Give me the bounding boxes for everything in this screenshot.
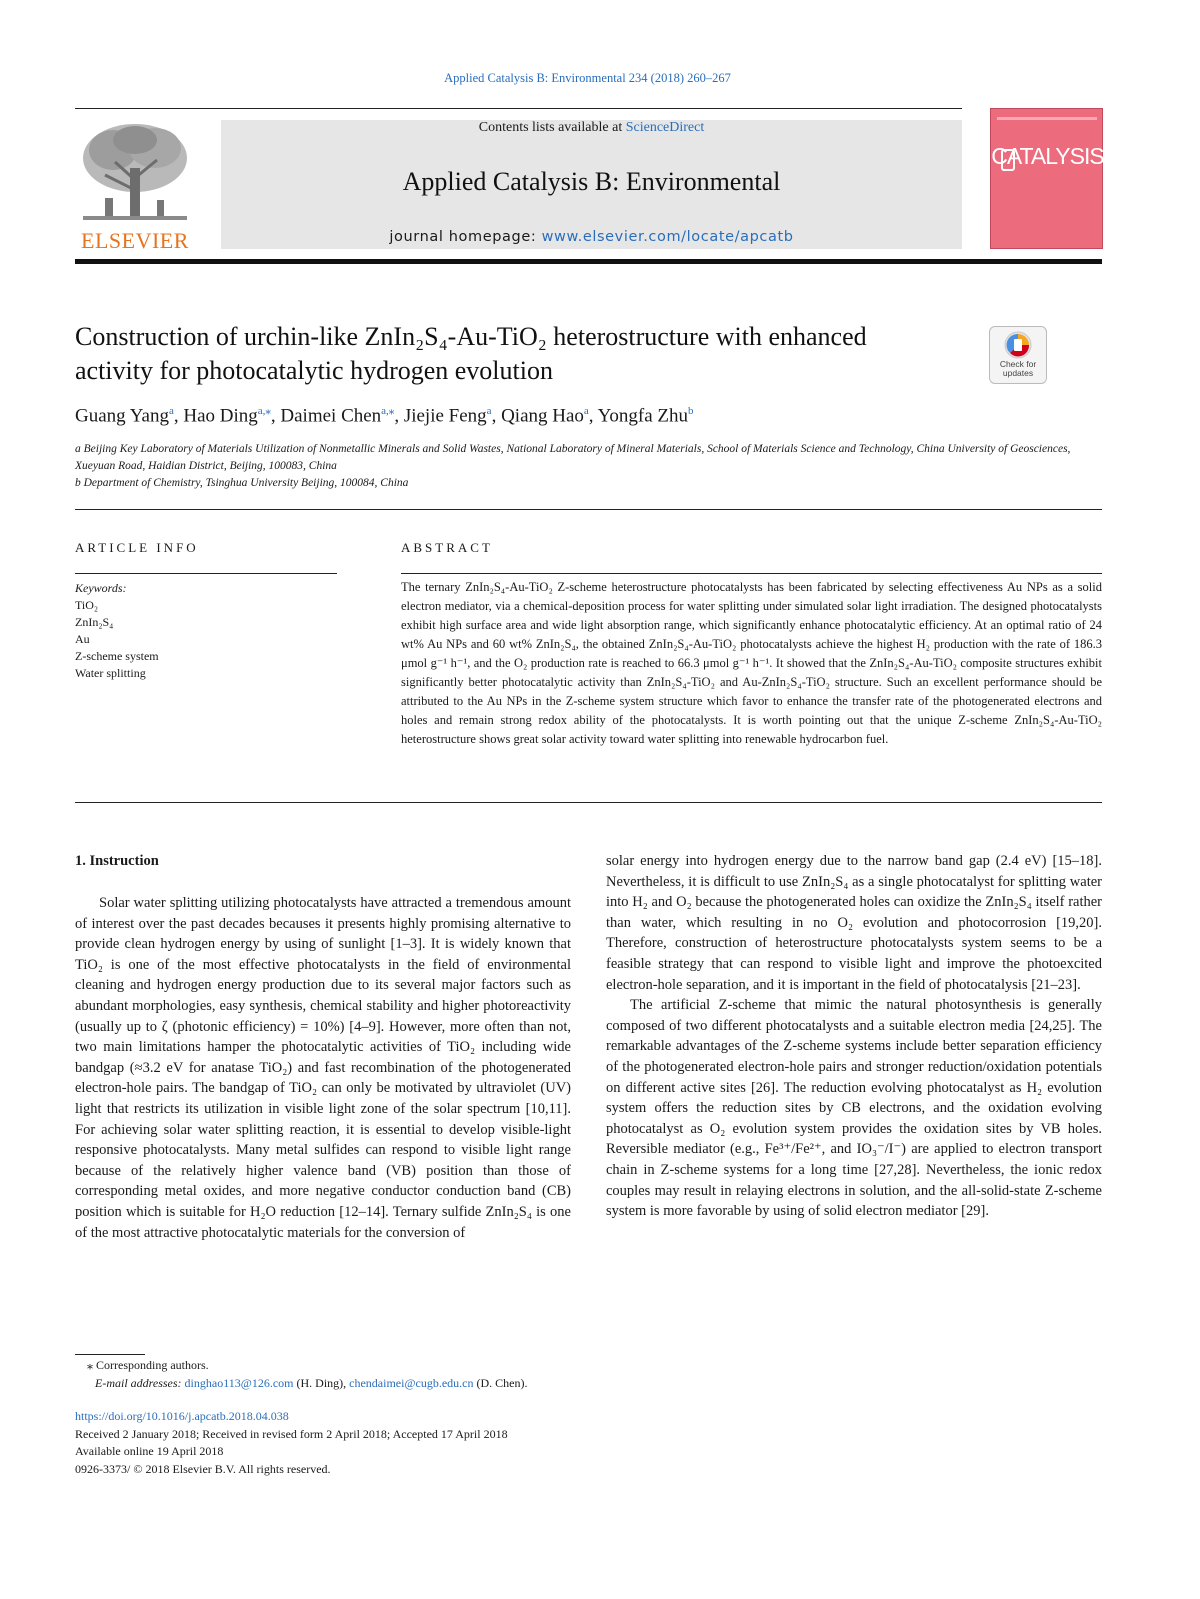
article-title [75,320,975,388]
email-owner: (D. Chen). [473,1375,528,1390]
publication-info [75,1408,775,1478]
footnotes [75,1357,675,1392]
author-name[interactable]: Yongfa Zhu [597,405,689,427]
author-affiliation-mark[interactable]: a,⁎ [257,405,271,417]
author-affiliation-mark[interactable]: a [583,405,589,417]
keywords-label: Keywords: [75,581,127,595]
body-paragraph: The artificial Z-scheme that mimic the natural photosynthesis is generally composed of two different photocatalysts and a suitable electron media [24,25]. The remarkable advantages of the Z-scheme systems include better separation efficiency of the photogenerated electron-hole pairs and stronger reduction/oxidation potentials on different active sites [26]. The reduction evolving photocatalyst as H₂ evolution system offers the reduction sites by CB electrons, and the oxidation evolving photocatalyst as O₂ evolution system provides the oxidation sites by VB holes. Reversible mediator (e.g., Fe³⁺/Fe²⁺, and IO₃⁻/I⁻) are applied to electron transport chain in Z-scheme systems for a long time [27,28]. Nevertheless, the ionic redox couples may result in relaying electrons in solution, and the all-solid-state Z-scheme system is more favorable by using of solid electron mediator [29]. [606,997,1102,1220]
article-info-heading: ARTICLE INFO [75,540,199,555]
journal-citation[interactable]: Applied Catalysis B: Environmental 234 (2018) 260–267 [444,71,731,85]
email-owner: (H. Ding), [293,1375,350,1390]
journal-cover[interactable] [990,108,1103,249]
affiliation-b: b Department of Chemistry, Tsinghua University Beijing, 100084, China [75,477,409,489]
author-list: Guang Yang$^a$, Hao Ding$^{a,⁎}$, Daimei Chen$^{a,⁎}$, Jiejie Feng$^a$, Qiang Hao$^a$, Yongfa Zhu$^b$ [75,405,694,427]
contents-prefix: Contents lists available at [478,120,626,135]
author-name[interactable]: Guang Yang [75,405,169,427]
received-dates: Received 2 January 2018; Received in revised form 2 April 2018; Accepted 17 April 2018 [75,1426,508,1441]
abstract-rule [401,573,1102,574]
check-updates-icon [1004,331,1032,359]
author-name[interactable]: Hao Ding [183,405,258,427]
author-affiliation-mark[interactable]: b [688,405,694,417]
doi-link[interactable]: https://doi.org/10.1016/j.apcatb.2018.04.038 [75,1409,289,1423]
title-line-2: activity for photocatalytic hydrogen evolution [75,356,553,385]
header-thick-rule [75,259,1102,264]
homepage-link[interactable]: www.elsevier.com/locate/apcatb [541,229,794,245]
homepage-prefix: journal homepage: [389,229,542,245]
keyword-item: Water splitting [75,666,146,680]
cover-header-band [997,117,1097,120]
elsevier-wordmark: ELSEVIER [81,228,189,253]
email-line [75,1375,675,1393]
copyright: 0926-3373/ © 2018 Elsevier B.V. All rights reserved. [75,1461,331,1476]
email-link-chen[interactable]: chendaimei@cugb.edu.cn [349,1375,474,1390]
body-column-left [75,893,571,1243]
cover-title: CATALYSIS [991,143,1104,169]
cover-graphic-icon [1001,149,1015,171]
contents-available-line [221,120,962,136]
author-name[interactable]: Jiejie Feng [403,405,487,427]
check-updates-label: Check for updates [999,359,1037,378]
body-paragraph: solar energy into hydrogen energy due to the narrow band gap (2.4 eV) [15–18]. Nevertheless, it is difficult to use ZnIn₂S₄ as a single photocatalyst for splitting water into H₂ and O₂ because the photogenerated holes can oxidize the ZnIn₂S₄ itself rather than water, which resulting in no O₂ evolution and photocorrosion [19,20]. Therefore, construction of heterostructure photocatalysts system seems to be a feasible strategy that can respond to visible light and improve the photoexcited electron-hole separation, and it is important in the field of photocatalysis [21–23]. [606,853,1102,993]
keyword-item: ZnIn₂S₄ [75,615,114,629]
author-affiliation-mark[interactable]: a [168,405,174,417]
author-affiliation-mark[interactable]: a [486,405,492,417]
online-date: Available online 19 April 2018 [75,1444,224,1458]
keyword-item: Au [75,632,90,646]
body-column-right [606,851,1102,1222]
header-rule [75,108,962,109]
author-name[interactable]: Qiang Hao [501,405,584,427]
keyword-item: TiO₂ [75,598,99,612]
corresponding-note: ⁎ Corresponding authors. [87,1358,209,1372]
body-paragraph: Solar water splitting utilizing photocatalysts have attracted a tremendous amount of interest over the past decades becauses it presents highly promising alternative to provide clean hydrogen energy by using of sunlight [1–3]. It is widely known that TiO₂ is one of the most effective photocatalysts in the field of environmental cleaning and hydrogen energy production due to its several major factors such as abundant morphologies, easy synthesis, chemical stability and higher photoreactivity (usually up to ζ (photonic efficiency) = 10%) [4–9]. However, more often than not, two main limitations hamper the photocatalytic activities of TiO₂ including wide bandgap (≈3.2 eV for anatase TiO₂) and fast recombination of the photogenerated electron-hole pairs. The bandgap of TiO₂ can only be motivated by ultraviolet (UV) light that restricts its utilization in visible light zone of the solar spectrum [10,11]. For achieving solar water splitting reaction, it is essential to develop visible-light responsive photocatalysts. Many metal sulfides can respond to visible light range because of the relatively higher valence band (VB) position than those of corresponding metal oxides, and more negative conductor conduction band (CB) position which is suitable for H₂O reduction [12–14]. Ternary sulfide ZnIn₂S₄ is one of the most attractive photocatalytic materials for the conversion of [75,895,571,1241]
abstract-heading: ABSTRACT [401,540,493,555]
journal-homepage-line [221,229,962,245]
keywords-list [75,580,335,682]
affiliation-rule [75,509,1102,510]
article-info-rule [75,573,337,574]
keyword-item: Z-scheme system [75,649,159,663]
sciencedirect-link[interactable]: ScienceDirect [625,120,705,135]
author-affiliation-mark[interactable]: a,⁎ [381,405,395,417]
journal-name: Applied Catalysis B: Environmental [402,167,781,196]
section-heading: 1. Instruction [75,853,159,869]
abstract-text: The ternary ZnIn₂S₄-Au-TiO₂ Z-scheme heterostructure photocatalysts has been fabricated by selecting effectiveness Au NPs as a solid electron mediator, via a chemical-deposition process for water splitting under simulated solar light irradiation. The designed photocatalysts exhibit high surface area and wide light absorption range, which significantly enhance photocatalytic efficiency. At an optimal ratio of 24 wt% Au NPs and 60 wt% ZnIn₂S₄, the obtained ZnIn₂S₄-Au-TiO₂ photocatalysts achieve the highest H₂ production with the rate of 186.3 μmol g⁻¹ h⁻¹, and the O₂ production rate is reached to 66.3 μmol g⁻¹ h⁻¹. It showed that the ZnIn₂S₄-Au-TiO₂ composite structures exhibit significantly better photocatalytic activity than ZnIn₂S₄-TiO₂ and Au-ZnIn₂S₄-TiO₂ structure. Such an excellent performance should be attributed to the Au NPs in the Z-scheme system structure which favor to enhance the transfer rate of the photogenerated electrons and holes and remain strong redox ability of the photocatalysts. It is worth pointing out that the unique Z-scheme ZnIn₂S₄-Au-TiO₂ heterostructure shows great solar activity toward water splitting into renewable hydrocarbon fuel. [401,580,1102,746]
title-line-1: Construction of urchin-like ZnIn₂S₄-Au-TiO₂ heterostructure with enhanced [75,322,867,351]
footnote-rule [75,1354,145,1355]
affiliation-a: a Beijing Key Laboratory of Materials Utilization of Nonmetallic Minerals and Solid Wastes, National Laboratory of Mineral Materials, School of Materials Science and Technology, China University of Geosciences, Xueyuan Road, Haidian District, Beijing, 100083, China [75,443,1071,472]
email-link-ding[interactable]: dinghao113@126.com [184,1375,294,1390]
check-for-updates-badge[interactable] [989,326,1047,384]
tree-icon [75,120,195,225]
email-label: E-mail addresses: [95,1375,185,1390]
author-name[interactable]: Daimei Chen [280,405,382,427]
abstract-end-rule [75,802,1102,803]
